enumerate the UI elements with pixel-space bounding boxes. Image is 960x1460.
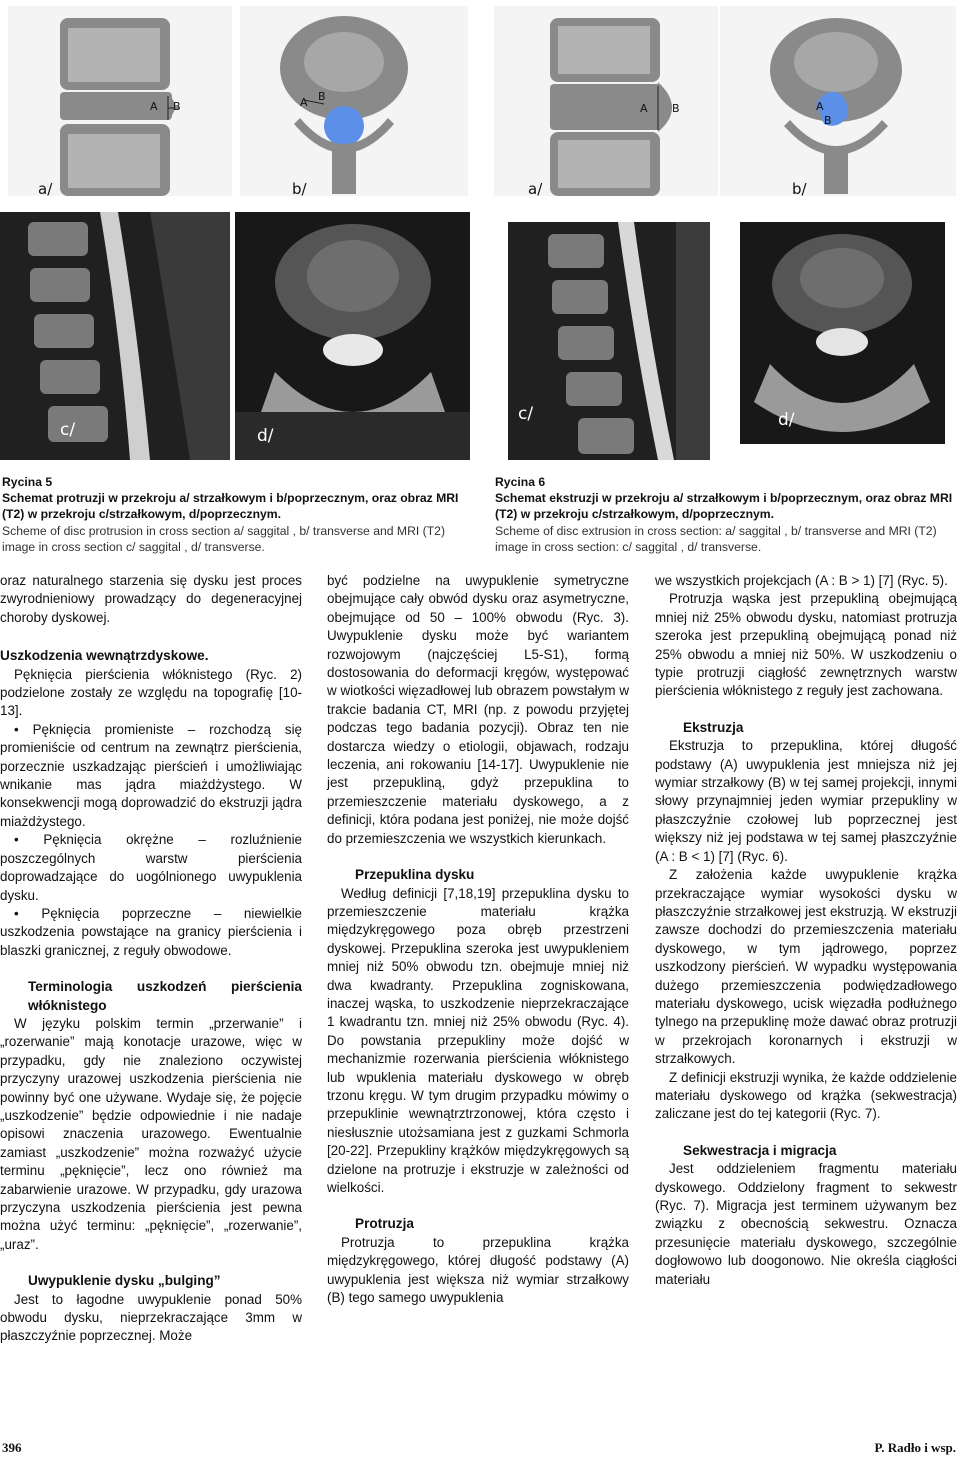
fig6-mri-sagittal-image [508, 222, 710, 460]
col1-paragraph-bulging: Jest to łagodne uwypuklenie ponad 50% obwodu dysku, nieprzekraczające 3mm w płaszczyźnie poprzecznej. Może [0, 1291, 302, 1344]
fig6-mri-transverse-image [740, 222, 945, 444]
fig6-sagittal-drawing [490, 0, 720, 205]
column-2 [327, 572, 629, 1307]
column-1 [0, 572, 302, 1346]
fig6-panel-label-d: d/ [778, 410, 795, 430]
fig6-schematic-transverse [720, 0, 960, 205]
col1-paragraph-radial: • Pęknięcia promieniste – rozchodzą się promieniście od centrum na zewnątrz pierścienia, porzecznie uszkadzając pierścień i umożliwiając wnikanie mas jądra miażdżystego. W konsekwencji mogą doprowadzić do ekstruzji jądra miażdżystego. [0, 721, 302, 829]
col1-paragraph-terminology: W języku polskim termin „przerwanie” i „rozerwanie” mają konotacje urazowe, więc w przypadku, gdy nie znaleziono oczywistej przyczyny urazowej uszkodzenia pierścienia nie powinny być one używane. Wydaje się, że pojęcie „uszkodzenie” będzie odpowiednie i nie nadaje opisowi znaczenia urazowego. Ewentualnie zamiast „uszkodzenie” można rozważyć użycie terminu „pęknięcie”, lecz ono również ma zabarwienie urazowe. W przypadku, gdy urazowa przyczyna uszkodzenia pierścienia jest pewna można użyć terminu: „pęknięcie”, „rozerwanie”, „uraz”. [0, 1015, 302, 1252]
col1-paragraph-circumferential: • Pęknięcia okrężne – rozluźnienie poszczególnych warstw pierścienia doprowadzające do uogólnionego uwypuklenia dysku. [0, 832, 302, 903]
fig5-panel-label-b: b/ [292, 180, 307, 198]
fig5-caption [2, 474, 468, 555]
fig6-mri-sagittal [508, 222, 710, 460]
fig6-transverse-marker-B: B [824, 114, 832, 127]
col3-paragraph-5: Z definicji ekstruzji wynika, że każde oddzielenie materiału dyskowego od krążka (sekwestracja) zaliczane jest do tej kategorii (Ryc. 7). [655, 1069, 957, 1122]
fig5-schematic-sagittal [0, 0, 240, 205]
fig5-caption-en: Scheme of disc protrusion in cross section a/ saggital , b/ transverse and MRI (T2) image in cross section c/ saggital , d/ transverse. [2, 523, 445, 554]
fig6-caption-en: Scheme of disc extrusion in cross section: a/ saggital , b/ transverse and MRI (T2) image in cross section: c/ saggital , d/ transverse. [495, 523, 937, 554]
fig6-panel-label-b: b/ [792, 180, 807, 198]
fig6-panel-label-a: a/ [528, 180, 543, 198]
fig5-caption-pl: Schemat protruzji w przekroju a/ strzałkowym i b/poprzecznym, oraz obraz MRI (T2) w przekroju c/strzałkowym, d/poprzecznym. [2, 491, 459, 522]
fig6-panel-label-c: c/ [518, 404, 534, 424]
col1-heading-terminology: Terminologia uszkodzeń pierścienia włóknistego [28, 979, 302, 1013]
fig5-caption-title: Rycina 5 [2, 475, 53, 489]
page-number: 396 [2, 1440, 22, 1455]
fig5-transverse-drawing [240, 0, 470, 205]
fig5-mri-transverse-image [235, 212, 470, 460]
col2-heading-protrusion: Protruzja [355, 1216, 414, 1232]
fig6-mri-transverse [740, 222, 945, 444]
col2-paragraph-protrusion: Protruzja to przepuklina krążka międzykręgowego, której długość podstawy (A) uwypuklenia jest większa niż wymiar strzałkowy (B) tego samego uwypuklenia [327, 1234, 629, 1306]
fig6-marker-A: A [640, 102, 648, 115]
col1-paragraph-2: Pęknięcia pierścienia włóknistego (Ryc. 2) podzielone zostały ze względu na topografię [10-13]. [0, 666, 302, 719]
fig5-mri-sagittal [0, 212, 230, 460]
fig6-caption-title: Rycina 6 [495, 475, 546, 489]
fig6-transverse-drawing [720, 0, 960, 205]
col3-paragraph-1: we wszystkich projekcjach (A : B > 1) [7] (Ryc. 5). [655, 573, 948, 588]
col2-heading-hernia: Przepuklina dysku [355, 867, 475, 883]
fig5-schematic-transverse [240, 0, 470, 205]
col3-paragraph-extrusion: Ekstruzja to przepuklina, której długość podstawy (A) uwypuklenia jest mniejsza niż jej wymiar strzałkowy (B) w tej samej projekcji, innymi słowy przynajmniej jeden wymiar przepukliny w płaszczyźnie czołowej lub poprzecznej jest większy niż jej podstawa w tej samej płaszczyźnie (A : B < 1) [7] (Ryc. 6). [655, 738, 957, 864]
fig5-transverse-marker-A: A [300, 96, 308, 109]
col3-paragraph-sequestration: Jest oddzieleniem fragmentu materiału dyskowego. Oddzielony fragment to sekwestr (Ryc. 7). Migracja jest terminem używanym bez związku z obecnością sekwestru. Oznacza przesunięcie materiału dyskowego, szczególnie dogłowowo lub doogonowo. Nie określa ciągłości materiału [655, 1161, 957, 1287]
fig6-transverse-marker-A: A [816, 100, 824, 113]
col1-paragraph-transverse: • Pęknięcia poprzeczne – niewielkie uszkodzenia powstające na granicy pierścienia i blaszki granicznej, z reguły obwodowe. [0, 905, 302, 958]
fig6-marker-B: B [672, 102, 680, 115]
fig5-marker-B: B [173, 100, 181, 113]
fig5-transverse-marker-B: B [318, 90, 326, 103]
fig5-mri-transverse [235, 212, 470, 460]
fig6-caption-pl: Schemat ekstruzji w przekroju a/ strzałkowym i b/poprzecznym, oraz obraz MRI (T2) w przekroju c/strzałkowym, d/poprzecznym. [495, 491, 953, 522]
col1-heading-bulging: Uwypuklenie dysku „bulging” [28, 1273, 221, 1289]
fig5-marker-A: A [150, 100, 158, 113]
col3-paragraph-4: Z założenia każde uwypuklenie krążka przekraczające wymiar wysokości dysku w płaszczyźnie strzałkowej jest ekstruzją. W ekstruzji zawsze dochodzi do przemieszczenia materiału dyskowego, w tym jądrowego, poprzez uszkodzony pierścień. W wypadku występowania dużego przemieszczenia podwiędzadłowego materiału dyskowego, ucisk więzadła podłużnego tylnego na przepuklinę może dawać obraz protruzji w przekrojach koronarnych i ekstruzji w strzałkowych. [655, 867, 957, 1067]
fig6-schematic-sagittal [490, 0, 720, 205]
fig5-panel-label-c: c/ [60, 420, 76, 440]
col2-paragraph-hernia: Według definicji [7,18,19] przepuklina dysku to przemieszczenie materiału krążka międzykręgowego poza obręb przestrzeni dyskowej. Przepuklina szeroka jest uwypukleniem mniej niż 50% obwodu tzn. obejmuje mniej niż dwa kwadranty. Przepuklina zogniskowana, inaczej wąska, to uszkodzenie nieprzekraczające 1 kwadrantu tzn. mniej niż 25% obwodu (Ryc. 4). Do powstania przepukliny może dojść w mechanizmie rozerwania pierścienia włóknistego lub wpuklenia materiału dyskowego w obręb trzonu kręgu. W tym drugim przypadku mówimy o przepuklinie wewnątrztrzonowej, która często i niesłusznie utożsamiana jest z guzkami Schmorla [20-22]. Przepukliny krążków międzykręgowych są dzielone na protruzje i ekstruzje w zależności od wielkości. [327, 885, 629, 1195]
col1-paragraph-1: oraz naturalnego starzenia się dysku jest proces zwyrodnieniowy prowadzący do degeneracyjnej choroby dyskowej. [0, 573, 302, 625]
col3-heading-extrusion: Ekstruzja [683, 719, 744, 735]
col2-paragraph-1: być podzielne na uwypuklenie symetryczne obejmujące cały obwód dysku oraz asymetryczne, obejmujące od 50 – 100% obwodu (Ryc. 3). Uwypuklenie dysku może być wariantem rozwojowym (najczęściej L5-S1), formą dostosowania do deformacji kręgów, występować w wiotkości więzadłowej lub obrazem powstałym w trakcie badania CT, MRI (np. z powodu przyjętej podczas tego badania pozycji). Obraz ten nie dostarcza wiedzy o etiologii, objawach, rodzaju leczenia, ani rokowaniu [14-17]. Uwypuklenie nie jest przepukliną, gdyż przepuklina to przemieszczenie materiału dyskowego, a z definicji, która podana jest poniżej, nie może dojść do przemieszczenia we wszystkich kierunkach. [327, 573, 629, 846]
fig6-caption [495, 474, 957, 555]
col3-paragraph-2: Protruzja wąska jest przepukliną obejmującą mniej niż 25% obwodu dysku, natomiast protruzja szeroka jest przepukliną obejmującą ponad niż 25% obwodu a mniej niż 50%. W uszkodzeniu o typie protruzji ciągłość zewnętrznych warstw pierścienia włóknistego z reguły jest zachowana. [655, 591, 957, 699]
fig5-sagittal-drawing [0, 0, 240, 205]
fig5-panel-label-d: d/ [257, 426, 274, 446]
column-3 [655, 572, 957, 1289]
col3-heading-sequestration: Sekwestracja i migracja [683, 1142, 837, 1158]
col1-heading-intradiscal: Uszkodzenia wewnątrzdyskowe. [0, 648, 209, 664]
fig5-panel-label-a: a/ [38, 180, 53, 198]
running-authors: P. Radło i wsp. [874, 1440, 956, 1455]
fig5-mri-sagittal-image [0, 212, 230, 460]
